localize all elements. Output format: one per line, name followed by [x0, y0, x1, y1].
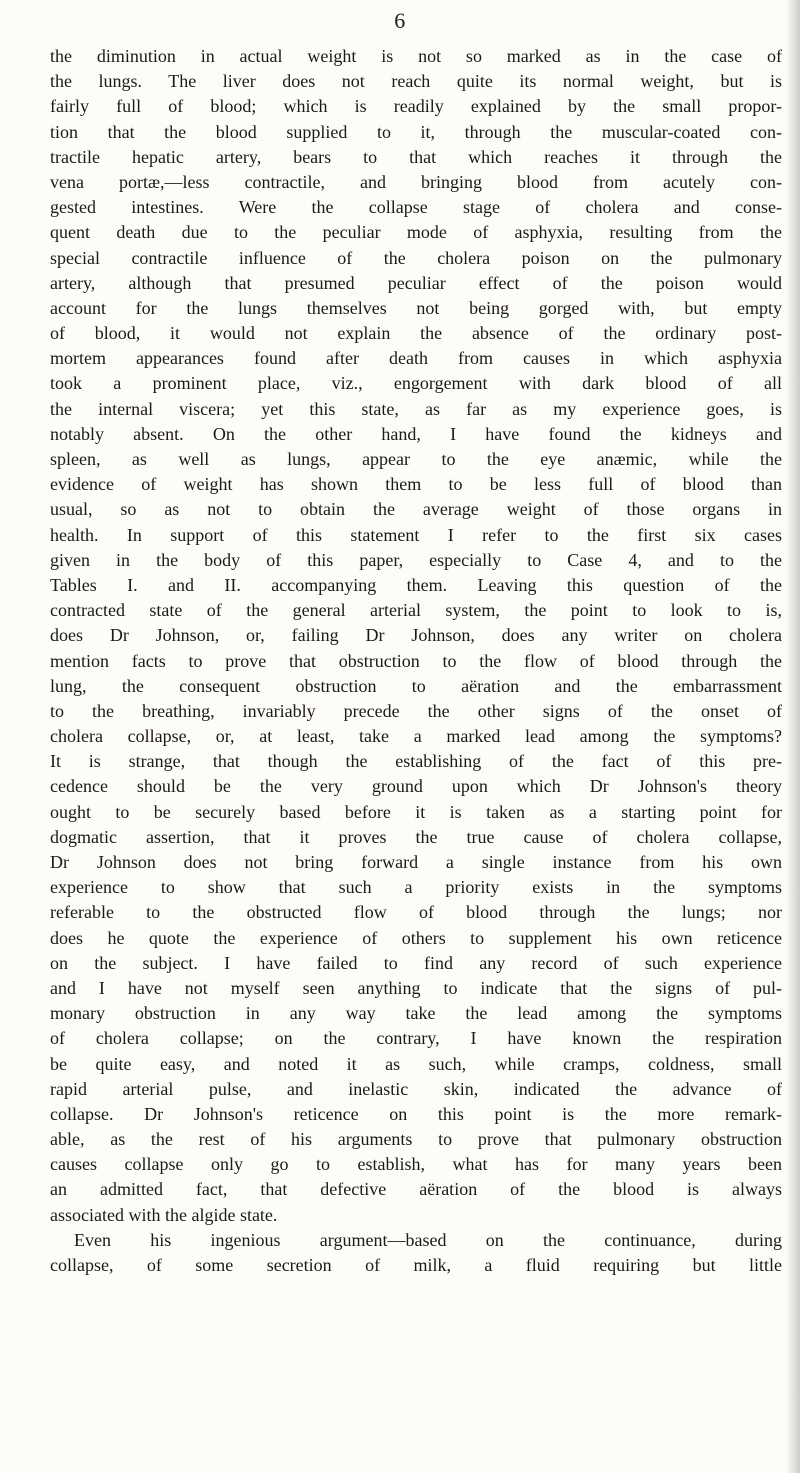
text-line: account for the lungs themselves not being gorged with, but empty	[50, 297, 782, 318]
text-line: Tables I. and II. accompanying them. Leaving this question of the	[50, 574, 782, 595]
text-line: monary obstruction in any way take the lead among the symptoms	[50, 1003, 782, 1024]
text-line: be quite easy, and noted it as such, while cramps, coldness, small	[50, 1053, 782, 1074]
text-line: lung, the consequent obstruction to aëration and the embarrassment	[50, 675, 782, 696]
text-line: does Dr Johnson, or, failing Dr Johnson, does any writer on cholera	[50, 625, 782, 646]
text-line: mortem appearances found after death from causes in which asphyxia	[50, 348, 782, 369]
text-line: associated with the algide state.	[50, 1204, 278, 1225]
text-line: gested intestines. Were the collapse stage of cholera and conse-	[50, 197, 782, 218]
text-line: referable to the obstructed flow of blood through the lungs; nor	[50, 902, 782, 923]
text-line: artery, although that presumed peculiar effect of the poison would	[50, 272, 782, 293]
text-line: able, as the rest of his arguments to prove that pulmonary obstruction	[50, 1129, 782, 1150]
text-line: It is strange, that though the establishing of the fact of this pre-	[50, 751, 782, 772]
text-line: does he quote the experience of others to supplement his own reticence	[50, 927, 782, 948]
text-line: an admitted fact, that defective aëration of the blood is always	[50, 1179, 782, 1200]
text-line: to the breathing, invariably precede the other signs of the onset of	[50, 700, 782, 721]
page-edge-shadow	[786, 0, 800, 1473]
text-line: contracted state of the general arterial system, the point to look to is,	[50, 600, 782, 621]
text-line: the diminution in actual weight is not so marked as in the case of	[50, 46, 782, 66]
text-line: on the subject. I have failed to find any record of such experience	[50, 952, 782, 973]
text-line: experience to show that such a priority exists in the symptoms	[50, 877, 782, 898]
text-line: evidence of weight has shown them to be less full of blood than	[50, 474, 782, 495]
body-text	[50, 44, 782, 1278]
text-line: notably absent. On the other hand, I have found the kidneys and	[50, 423, 782, 444]
text-line: the internal viscera; yet this state, as far as my experience goes, is	[50, 398, 782, 419]
text-line: tion that the blood supplied to it, through the muscular-coated con-	[50, 121, 782, 142]
text-line: causes collapse only go to establish, what has for many years been	[50, 1154, 782, 1175]
text-line: usual, so as not to obtain the average weight of those organs in	[50, 499, 782, 520]
text-line: spleen, as well as lungs, appear to the eye anæmic, while the	[50, 449, 782, 469]
text-line: health. In support of this statement I refer to the first six cases	[50, 524, 782, 545]
text-line: cholera collapse, or, at least, take a marked lead among the symptoms?	[50, 726, 782, 747]
text-line: of cholera collapse; on the contrary, I have known the respiration	[50, 1028, 782, 1049]
text-line: fairly full of blood; which is readily explained by the small propor-	[50, 96, 782, 117]
text-line: mention facts to prove that obstruction to the flow of blood through the	[50, 650, 782, 671]
text-line: cedence should be the very ground upon which Dr Johnson's theory	[50, 776, 782, 797]
text-line: Even his ingenious argument—based on the continuance, during	[74, 1229, 782, 1250]
text-line: ought to be securely based before it is taken as a starting point for	[50, 801, 782, 822]
text-line: collapse, of some secretion of milk, a fluid requiring but little	[50, 1255, 782, 1275]
text-line: the lungs. The liver does not reach quite its normal weight, but is	[50, 71, 782, 92]
text-line: quent death due to the peculiar mode of asphyxia, resulting from the	[50, 222, 782, 243]
text-line: given in the body of this paper, especially to Case 4, and to the	[50, 549, 782, 570]
text-line: special contractile influence of the cholera poison on the pulmonary	[50, 247, 782, 268]
page-number: 6	[394, 8, 406, 33]
text-line: of blood, it would not explain the absence of the ordinary post-	[50, 323, 782, 344]
text-line: Dr Johnson does not bring forward a single instance from his own	[50, 852, 782, 872]
text-line: took a prominent place, viz., engorgement with dark blood of all	[50, 373, 782, 394]
text-line: vena portæ,—less contractile, and bringing blood from acutely con-	[50, 171, 782, 192]
text-line: rapid arterial pulse, and inelastic skin, indicated the advance of	[50, 1078, 782, 1099]
text-line: collapse. Dr Johnson's reticence on this point is the more remark-	[50, 1103, 782, 1124]
text-line: dogmatic assertion, that it proves the true cause of cholera collapse,	[50, 826, 782, 847]
text-line: tractile hepatic artery, bears to that which reaches it through the	[50, 146, 782, 167]
text-line: and I have not myself seen anything to indicate that the signs of pul-	[50, 977, 782, 998]
